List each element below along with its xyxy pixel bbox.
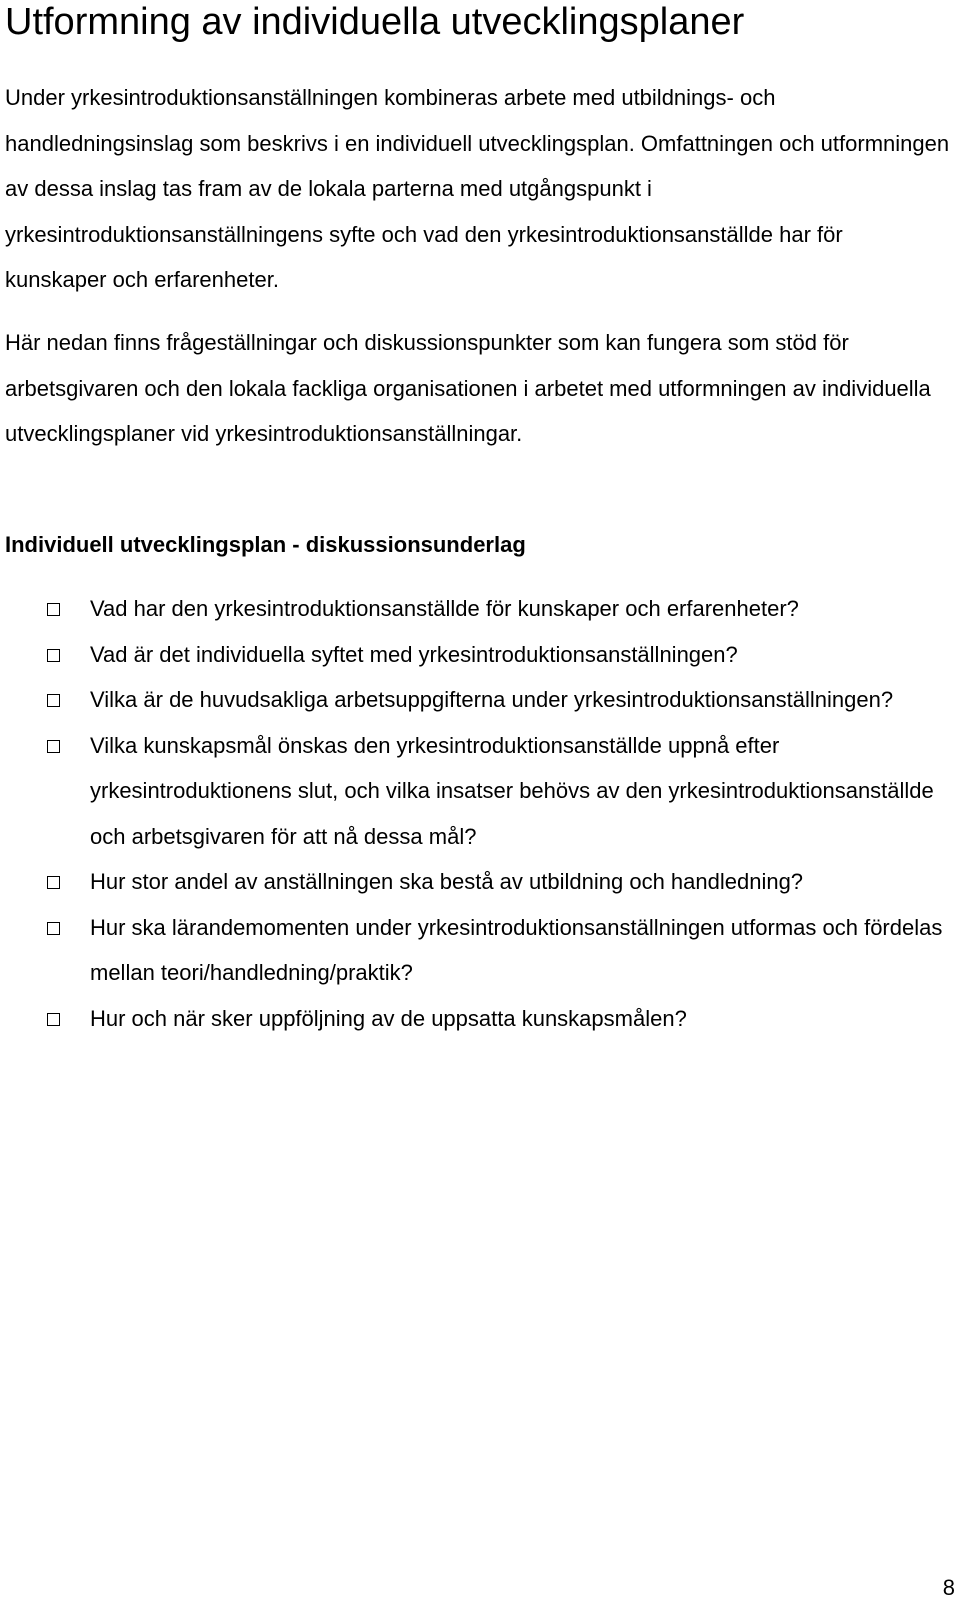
question-text: Vilka kunskapsmål önskas den yrkesintroduktionsanställde uppnå efter yrkesintroduktionens slut, och vilka insatser behövs av den yrkesintroduktionsanställde och arbetsgivaren för att nå dessa mål? xyxy=(90,732,934,849)
question-item xyxy=(0,632,945,678)
intro-paragraph: Under yrkesintroduktionsanställningen kombineras arbete med utbildnings- och handledningsinslag som beskrivs i en individuell utvecklingsplan. Omfattningen och utformningen av dessa inslag tas fram av de lokala parterna med utgångspunkt i yrkesintroduktionsanställningens syfte och vad den yrkesintroduktionsanställde har för kunskaper och erfarenheter. xyxy=(5,85,950,292)
question-item xyxy=(0,996,945,1042)
section-heading: Individuell utvecklingsplan - diskussionsunderlag xyxy=(5,532,526,557)
discussion-paragraph: Här nedan finns frågeställningar och diskussionspunkter som kan fungera som stöd för arbetsgivaren och den lokala fackliga organisationen i arbetet med utformningen av individuella utvecklingsplaner vid yrkesintroduktionsanställningar. xyxy=(5,330,931,446)
question-text: Vad har den yrkesintroduktionsanställde för kunskaper och erfarenheter? xyxy=(90,596,799,621)
empty-square-icon xyxy=(47,694,60,707)
question-text: Hur stor andel av anställningen ska bestå av utbildning och handledning? xyxy=(90,869,804,894)
question-text: Hur och när sker uppföljning av de uppsatta kunskapsmålen? xyxy=(90,1005,687,1031)
question-list xyxy=(0,586,960,1041)
empty-square-icon xyxy=(47,922,60,935)
empty-square-icon xyxy=(47,603,60,616)
question-item xyxy=(0,677,945,723)
question-text: Vad är det individuella syftet med yrkesintroduktionsanställningen? xyxy=(90,641,738,667)
question-item xyxy=(0,859,945,905)
empty-square-icon xyxy=(47,1013,60,1026)
question-item xyxy=(0,723,945,860)
empty-square-icon xyxy=(47,649,60,662)
empty-square-icon xyxy=(47,876,60,889)
question-item xyxy=(0,905,945,996)
question-text: Hur ska lärandemomenten under yrkesintroduktionsanställningen utformas och fördelas mellan teori/handledning/praktik? xyxy=(90,914,943,985)
question-item xyxy=(0,586,945,632)
question-text: Vilka är de huvudsakliga arbetsuppgifterna under yrkesintroduktionsanställningen? xyxy=(90,687,894,712)
page-number: 8 xyxy=(942,1575,955,1600)
empty-square-icon xyxy=(47,740,60,753)
page-title: Utformning av individuella utvecklingsplaner xyxy=(5,1,745,43)
